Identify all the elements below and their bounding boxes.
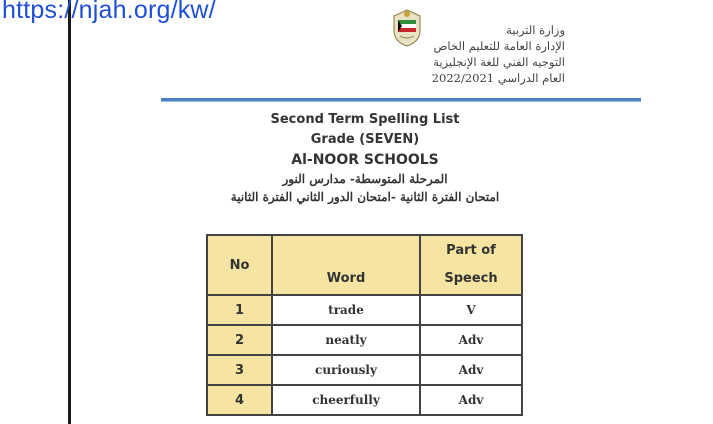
row-number: 1	[207, 295, 272, 325]
spelling-table	[206, 234, 523, 416]
row-number: 4	[207, 385, 272, 415]
ministry-line: وزارة التربية	[506, 23, 565, 37]
ministry-header	[345, 22, 565, 86]
page-left-border	[68, 0, 71, 424]
header-divider	[161, 98, 641, 101]
header-pos-line2: Speech	[444, 271, 498, 286]
school-name: Al-NOOR SCHOOLS	[291, 152, 439, 168]
row-number: 2	[207, 325, 272, 355]
document-titles	[200, 110, 530, 206]
row-pos: Adv	[420, 385, 522, 415]
row-word: neatly	[272, 325, 420, 355]
table-row	[207, 355, 522, 385]
row-pos: Adv	[420, 355, 522, 385]
header-no: No	[207, 235, 272, 295]
table-row	[207, 325, 522, 355]
row-word: trade	[272, 295, 420, 325]
table-header-row	[207, 235, 522, 295]
grade-label: Grade (SEVEN)	[310, 132, 420, 147]
ministry-line: العام الدراسي 2022/2021	[431, 71, 565, 85]
arabic-stage: المرحلة المتوسطة- مدارس النور	[282, 172, 448, 186]
document-title: Second Term Spelling List	[270, 112, 460, 127]
row-pos: Adv	[420, 325, 522, 355]
table-row	[207, 385, 522, 415]
header-pos-line1: Part of	[446, 243, 496, 258]
ministry-line: الإدارة العامة للتعليم الخاص	[433, 39, 565, 53]
row-pos: V	[420, 295, 522, 325]
row-word: cheerfully	[272, 385, 420, 415]
row-word: curiously	[272, 355, 420, 385]
row-number: 3	[207, 355, 272, 385]
ministry-line: التوجيه الفني للغة الإنجليزية	[433, 55, 565, 69]
header-part-of-speech	[420, 235, 522, 295]
arabic-exam: امتحان الفترة الثانية -امتحان الدور الثاني الفترة الثانية	[230, 190, 500, 204]
table-row	[207, 295, 522, 325]
watermark-url: https://njah.org/kw/	[2, 0, 216, 24]
header-word: Word	[272, 235, 420, 295]
